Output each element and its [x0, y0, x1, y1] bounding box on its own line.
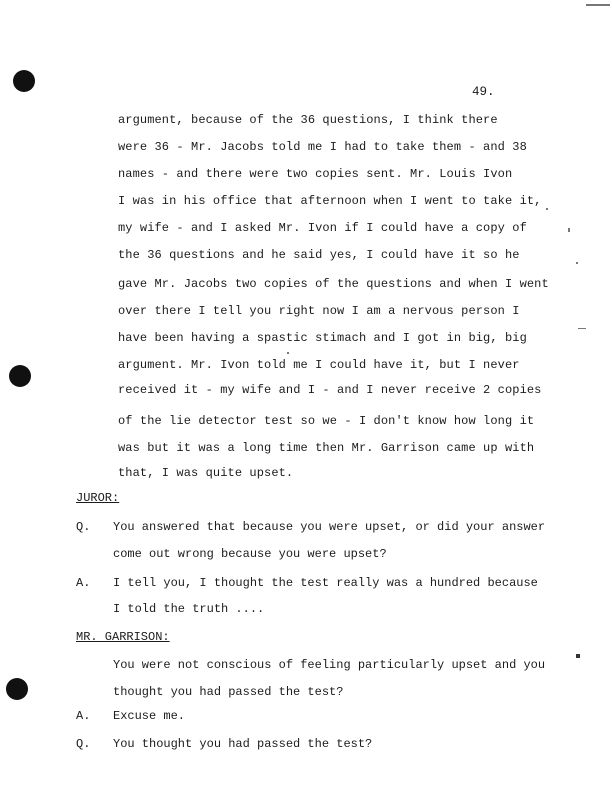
statement-line: You were not conscious of feeling particularly upset and you: [113, 658, 546, 672]
scan-speck: [287, 352, 289, 354]
testimony-line: argument, because of the 36 questions, I think there: [118, 113, 498, 127]
scan-speck: [546, 208, 548, 210]
scan-speck: [576, 654, 580, 658]
question-line: You answered that because you were upset, or did your answer: [113, 520, 546, 534]
answer-label: A.: [76, 576, 91, 590]
answer-line: I tell you, I thought the test really was a hundred because: [113, 576, 538, 590]
answer-line: Excuse me.: [113, 709, 186, 723]
speaker-label-juror: JUROR:: [76, 491, 120, 505]
punch-hole-bottom: [6, 678, 28, 700]
scan-speck: [578, 328, 586, 329]
testimony-line: names - and there were two copies sent. Mr. Louis Ivon: [118, 167, 513, 181]
testimony-line: over there I tell you right now I am a nervous person I: [118, 304, 520, 318]
testimony-line: the 36 questions and he said yes, I could have it so he: [118, 248, 520, 262]
testimony-line: have been having a spastic stimach and I got in big, big: [118, 331, 527, 345]
answer-label: A.: [76, 709, 91, 723]
testimony-line: received it - my wife and I - and I never receive 2 copies: [118, 383, 542, 397]
testimony-line: of the lie detector test so we - I don't know how long it: [118, 414, 535, 428]
scan-speck: [568, 228, 570, 232]
speaker-label-garrison: MR. GARRISON:: [76, 630, 170, 644]
punch-hole-middle: [9, 365, 31, 387]
testimony-line: gave Mr. Jacobs two copies of the questions and when I went: [118, 277, 549, 291]
question-label: Q.: [76, 520, 91, 534]
question-line: You thought you had passed the test?: [113, 737, 373, 751]
answer-line: I told the truth ....: [113, 602, 265, 616]
scan-speck: [586, 4, 610, 6]
question-line: come out wrong because you were upset?: [113, 547, 387, 561]
testimony-line: argument. Mr. Ivon told me I could have it, but I never: [118, 358, 520, 372]
testimony-line: my wife - and I asked Mr. Ivon if I could have a copy of: [118, 221, 527, 235]
testimony-line: that, I was quite upset.: [118, 466, 294, 480]
punch-hole-top: [13, 70, 35, 92]
statement-line: thought you had passed the test?: [113, 685, 344, 699]
question-label: Q.: [76, 737, 91, 751]
testimony-line: were 36 - Mr. Jacobs told me I had to take them - and 38: [118, 140, 527, 154]
testimony-line: was but it was a long time then Mr. Garrison came up with: [118, 441, 535, 455]
page-number: 49.: [472, 85, 495, 99]
scan-speck: [576, 262, 578, 264]
testimony-line: I was in his office that afternoon when I went to take it,: [118, 194, 542, 208]
